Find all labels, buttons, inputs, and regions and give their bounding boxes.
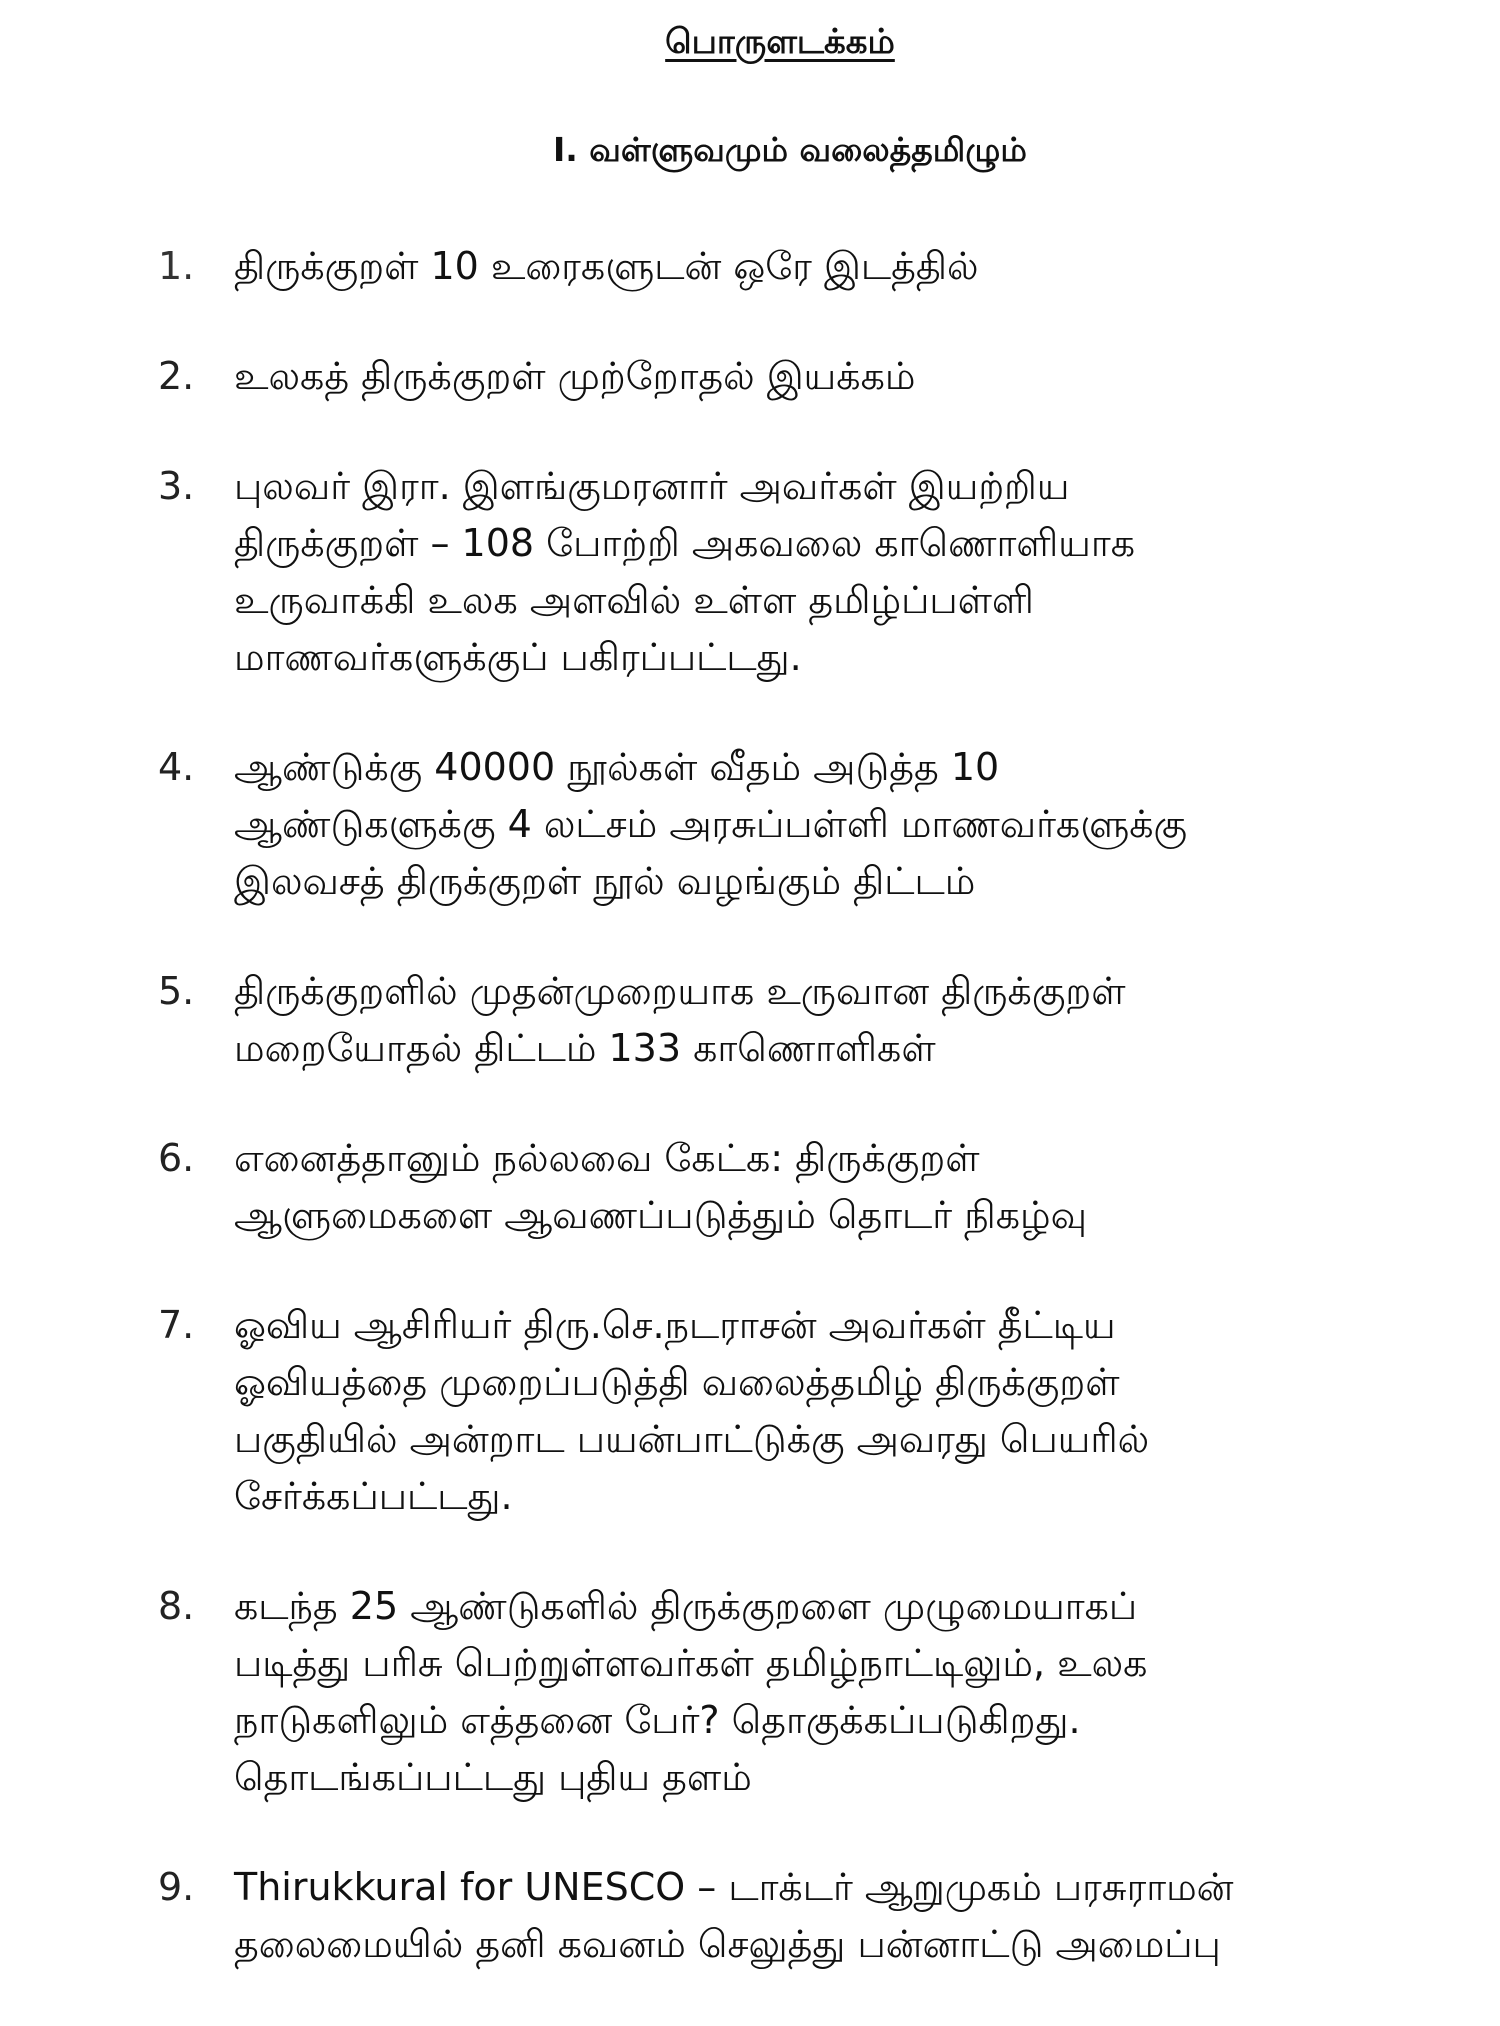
- list-item: [0, 458, 1500, 686]
- item-number: 7.: [158, 1303, 195, 1347]
- section-heading: I. வள்ளுவமும் வலைத்தமிழும்: [553, 130, 1027, 169]
- page-title: பொருளடக்கம்: [665, 22, 895, 62]
- list-item: [0, 1297, 1500, 1525]
- item-number: 3.: [158, 464, 195, 508]
- list-item: [0, 1578, 1500, 1806]
- list-item: [0, 1859, 1500, 1973]
- item-text: புலவர் இரா. இளங்குமரனார் அவர்கள் இயற்றிய திருக்குறள் – 108 போற்றி அகவலை காணொளியாக உருவாக்கி உலக அளவில் உள்ள தமிழ்ப்பள்ளி மாணவர்களுக்குப் பகிரப்பட்டது.: [234, 464, 1136, 679]
- item-number: 5.: [158, 969, 195, 1013]
- item-number: 9.: [158, 1865, 195, 1909]
- item-number: 6.: [158, 1136, 195, 1180]
- item-text: ஓவிய ஆசிரியர் திரு.செ.நடராசன் அவர்கள் தீட்டிய ஓவியத்தை முறைப்படுத்தி வலைத்தமிழ் திருக்குறள் பகுதியில் அன்றாட பயன்பாட்டுக்கு அவரது பெயரில் சேர்க்கப்பட்டது.: [234, 1303, 1150, 1518]
- list-item: [0, 739, 1500, 910]
- item-text: திருக்குறளில் முதன்முறையாக உருவான திருக்குறள் மறையோதல் திட்டம் 133 காணொளிகள்: [234, 969, 1126, 1070]
- list-item: [0, 963, 1500, 1077]
- contents-list: [0, 238, 1500, 2026]
- item-number: 4.: [158, 745, 195, 789]
- list-item: [0, 1130, 1500, 1244]
- item-text: ஆண்டுக்கு 40000 நூல்கள் வீதம் அடுத்த 10 ஆண்டுகளுக்கு 4 லட்சம் அரசுப்பள்ளி மாணவர்களுக்கு இலவசத் திருக்குறள் நூல் வழங்கும் திட்டம்: [234, 745, 1188, 903]
- item-text: கடந்த 25 ஆண்டுகளில் திருக்குறளை முழுமையாகப் படித்து பரிசு பெற்றுள்ளவர்கள் தமிழ்நாட்டிலும், உலக நாடுகளிலும் எத்தனை பேர்? தொகுக்கப்படுகிறது. தொடங்கப்பட்டது புதிய தளம்: [234, 1584, 1148, 1799]
- item-number: 1.: [158, 244, 195, 288]
- item-number: 2.: [158, 354, 195, 398]
- item-text: எனைத்தானும் நல்லவை கேட்க: திருக்குறள் ஆளுமைகளை ஆவணப்படுத்தும் தொடர் நிகழ்வு: [234, 1136, 1087, 1237]
- item-text: திருக்குறள் 10 உரைகளுடன் ஒரே இடத்தில்: [234, 244, 979, 288]
- item-text: Thirukkural for UNESCO – டாக்டர் ஆறுமுகம் பரசுராமன் தலைமையில் தனி கவனம் செலுத்து பன்னாட்டு அமைப்பு: [234, 1865, 1234, 1966]
- list-item: [0, 238, 1500, 295]
- list-item: [0, 348, 1500, 405]
- item-text: உலகத் திருக்குறள் முற்றோதல் இயக்கம்: [234, 354, 916, 398]
- item-number: 8.: [158, 1584, 195, 1628]
